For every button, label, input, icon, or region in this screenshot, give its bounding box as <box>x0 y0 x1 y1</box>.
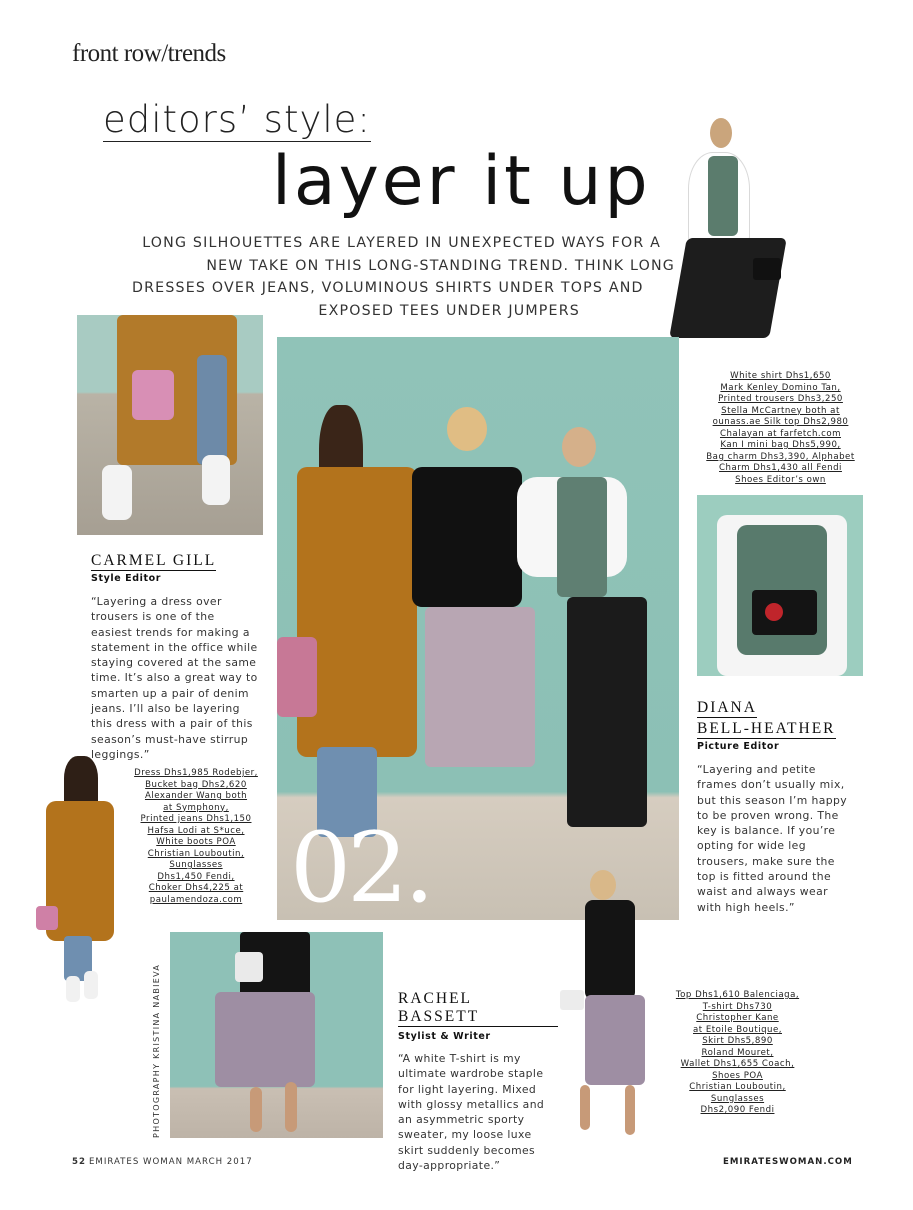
folio-number: 52 <box>72 1157 86 1167</box>
credit-line: Christian Louboutin, <box>689 1082 786 1092</box>
credit-line: Top Dhs1,610 Balenciaga, <box>675 990 800 1000</box>
editor-rachel <box>398 990 558 1173</box>
credit-line: Mark Kenley Domino Tan, <box>720 382 841 393</box>
credit-line: Bag charm Dhs3,390, Alphabet <box>706 451 855 462</box>
editor-role: Picture Editor <box>697 741 780 752</box>
credit-line: Kan I mini bag Dhs5,990, <box>720 440 841 450</box>
photographer-credit: PHOTOGRAPHY KRISTINA NABIEVA <box>152 963 161 1138</box>
editor-role: Stylist & Writer <box>398 1031 491 1042</box>
credit-line: Sunglasses <box>169 860 223 870</box>
photo-diana-walking <box>648 118 788 346</box>
credit-line: T-shirt Dhs730 <box>702 1001 773 1012</box>
deck-line: EXPOSED TEES UNDER JUMPERS <box>318 302 580 319</box>
credits-diana <box>693 371 868 486</box>
credit-line: Sunglasses <box>710 1093 765 1104</box>
credits-rachel <box>650 990 825 1117</box>
credit-line: Christopher Kane <box>696 1013 779 1023</box>
credit-line: Stella McCartney both at <box>721 405 840 416</box>
photo-diana-detail <box>697 495 863 676</box>
editor-quote: “A white T-shirt is my ultimate wardrobe staple for light layering. Mixed with glossy metallics and an asymmetric sporty sweater, my loose luxe skirt suddenly becomes day-appropriate.” <box>398 1052 545 1173</box>
credit-line: Hafsa Lodi at S*uce, <box>147 825 245 836</box>
photo-rachel-full <box>555 870 655 1140</box>
credit-line: Dhs2,090 Fendi <box>700 1105 775 1115</box>
photo-carmel-detail <box>77 315 263 535</box>
editor-diana <box>697 697 872 915</box>
photo-rachel-detail <box>170 932 383 1138</box>
credit-line: Shoes Editor’s own <box>735 474 826 485</box>
editor-name-line2: BELL-HEATHER <box>697 720 836 737</box>
credit-line: Charm Dhs1,430 all Fendi <box>719 463 842 473</box>
deck-line: LONG SILHOUETTES ARE LAYERED IN UNEXPECTED WAYS FOR A <box>142 235 661 251</box>
credit-line: Dress Dhs1,985 Rodebjer, <box>134 768 258 778</box>
deck-line: NEW TAKE ON THIS LONG-STANDING TREND. THINK LONG <box>206 257 675 274</box>
footer-left <box>72 1157 253 1167</box>
photo-carmel-full <box>36 756 126 1006</box>
credit-line: Dhs1,450 Fendi, <box>157 871 235 882</box>
credit-line: ounass.ae Silk top Dhs2,980 <box>712 417 849 427</box>
title-kicker: editors’ style: <box>103 98 371 141</box>
credit-line: Alexander Wang both <box>144 791 248 801</box>
editor-role: Style Editor <box>91 573 162 584</box>
credit-line: Printed trousers Dhs3,250 <box>718 394 843 404</box>
credit-line: Roland Mouret, <box>701 1047 774 1058</box>
credit-line: at Etoile Boutique, <box>693 1024 782 1035</box>
credit-line: White shirt Dhs1,650 <box>730 371 831 381</box>
headline: layer it up <box>272 142 651 221</box>
editor-name: CARMEL GILL <box>91 552 217 569</box>
credit-line: Chalayan at farfetch.com <box>719 428 842 439</box>
editor-name: RACHEL BASSETT <box>398 990 558 1027</box>
credit-line: Wallet Dhs1,655 Coach, <box>680 1059 795 1069</box>
editor-quote: “Layering a dress over trousers is one of the easiest trends for making a statement in the office while staying covered at the same time. It’s also a great way to smarten up a pair of denim jeans. I’ll also be layering this dress with a pair of this season’s must-have stirrup leggings.” <box>91 595 258 761</box>
footer-website[interactable]: EMIRATESWOMAN.COM <box>723 1157 853 1167</box>
page-number-overlay: 02. <box>290 812 431 924</box>
credit-line: paulamendoza.com <box>149 894 243 905</box>
credit-line: White boots POA <box>156 837 236 847</box>
credit-line: Bucket bag Dhs2,620 <box>145 779 247 790</box>
credits-carmel <box>116 768 276 906</box>
editor-carmel <box>91 550 266 762</box>
credit-line: Choker Dhs4,225 at <box>148 883 244 893</box>
deck <box>120 232 675 322</box>
editor-name: DIANA <box>697 699 757 716</box>
credit-line: at Symphony, <box>163 802 229 813</box>
footer-issue: EMIRATES WOMAN MARCH 2017 <box>88 1157 253 1167</box>
credit-line: Christian Louboutin, <box>147 848 245 859</box>
section-label: front row/trends <box>72 40 226 67</box>
editor-quote: “Layering and petite frames don’t usually mix, but this season I’m happy to be proven wrong. The key is balance. If you’re opting for wide leg trousers, make sure the top is fitted around the waist and always wear with high heels.” <box>697 763 848 914</box>
credit-line: Printed jeans Dhs1,150 <box>140 814 252 824</box>
credit-line: Shoes POA <box>712 1070 763 1081</box>
deck-line: DRESSES OVER JEANS, VOLUMINOUS SHIRTS UNDER TOPS AND <box>132 280 644 296</box>
credit-line: Skirt Dhs5,890 <box>702 1036 773 1046</box>
